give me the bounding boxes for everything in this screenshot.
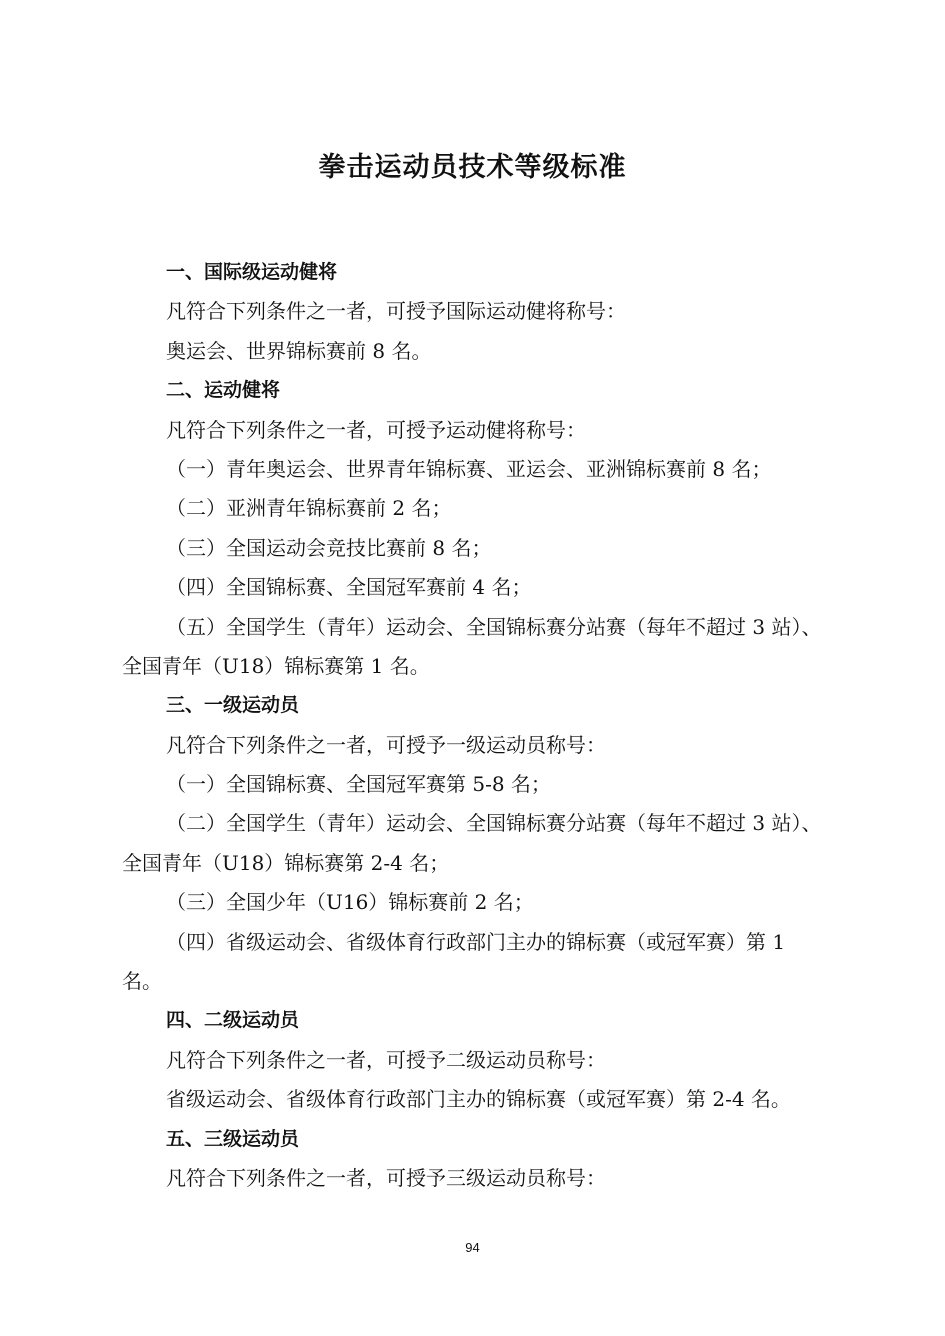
- section-heading-international-master: 一、国际级运动健将: [166, 261, 338, 283]
- list-item: （二）全国学生（青年）运动会、全国锦标赛分站赛（每年不超过 3 站）、: [166, 811, 822, 836]
- paragraph-line: 凡符合下列条件之一者，可授予二级运动员称号：: [166, 1047, 606, 1072]
- list-item: （四）省级运动会、省级体育行政部门主办的锦标赛（或冠军赛）第 1: [166, 929, 786, 954]
- section-heading-master: 二、运动健将: [166, 379, 281, 402]
- list-item: （一）青年奥运会、世界青年锦标赛、亚运会、亚洲锦标赛前 8 名；: [166, 456, 772, 481]
- paragraph-line: 奥运会、世界锦标赛前 8 名。: [166, 338, 432, 363]
- list-item-continuation: 全国青年（U18）锦标赛第 1 名。: [122, 653, 430, 678]
- paragraph-line: 凡符合下列条件之一者，可授予运动健将称号：: [166, 417, 586, 442]
- paragraph-line: 凡符合下列条件之一者，可授予一级运动员称号：: [166, 732, 606, 757]
- paragraph-line: 凡符合下列条件之一者，可授予三级运动员称号：: [166, 1165, 606, 1190]
- list-item: （一）全国锦标赛、全国冠军赛第 5-8 名；: [166, 772, 551, 797]
- section-heading-first-class: 三、一级运动员: [166, 694, 300, 717]
- page-title: 拳击运动员技术等级标准: [318, 152, 627, 183]
- document-body: [122, 253, 832, 1198]
- list-item: （五）全国学生（青年）运动会、全国锦标赛分站赛（每年不超过 3 站）、: [166, 614, 822, 639]
- section-heading-third-class: 五、三级运动员: [166, 1127, 300, 1150]
- list-item-continuation: 全国青年（U18）锦标赛第 2-4 名；: [122, 850, 450, 875]
- list-item-continuation: 名。: [122, 969, 162, 994]
- section-heading-second-class: 四、二级运动员: [166, 1009, 300, 1032]
- list-item: （三）全国运动会竞技比赛前 8 名；: [166, 535, 492, 560]
- list-item: （二）亚洲青年锦标赛前 2 名；: [166, 496, 452, 521]
- list-item: （三）全国少年（U16）锦标赛前 2 名；: [166, 890, 534, 915]
- list-item: （四）全国锦标赛、全国冠军赛前 4 名；: [166, 575, 532, 600]
- paragraph-line: 凡符合下列条件之一者，可授予国际运动健将称号：: [166, 299, 626, 324]
- paragraph-line: 省级运动会、省级体育行政部门主办的锦标赛（或冠军赛）第 2-4 名。: [166, 1087, 791, 1112]
- page-number: 94: [465, 1240, 480, 1255]
